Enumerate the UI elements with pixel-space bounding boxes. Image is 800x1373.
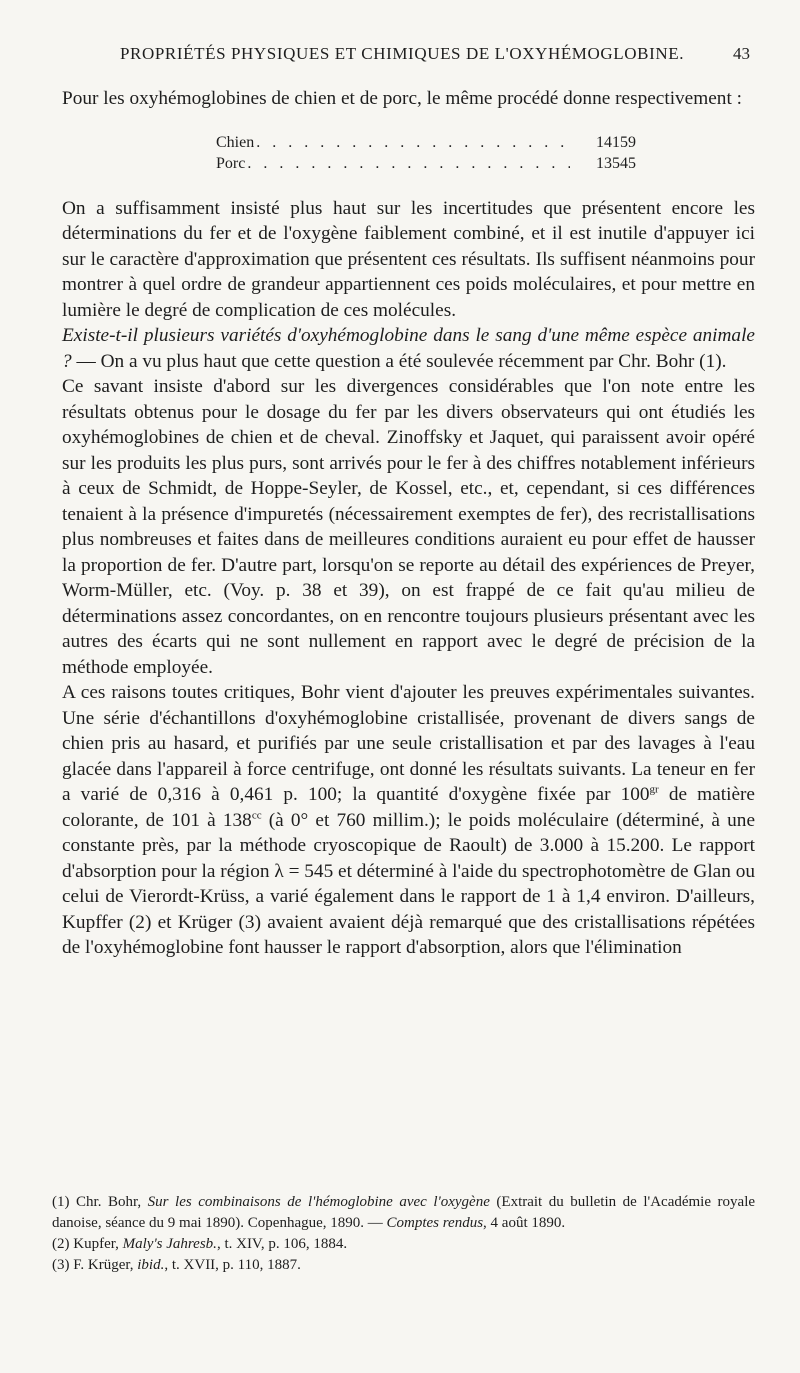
question-text: — On a vu plus haut que cette question a été soulevée récemment par Chr. Bohr (1).	[71, 350, 727, 372]
page-number: 43	[733, 44, 750, 63]
paragraph-incertitudes: On a suffisamment insisté plus haut sur les incertitudes que présentent encore les déterminations du fer et de l'oxygène faiblement combiné, et il est inutile d'appuyer ici sur le caractère d'approximation que présentent ces résultats. Ils suffisent néanmoins pour montrer à quel ordre de grandeur appartiennent ces poids moléculaires, et pour mettre en lumière le degré de complication de ces molécules.	[62, 197, 755, 321]
molecular-weight-table	[216, 132, 636, 174]
paragraph-preuves: A ces raisons toutes critiques, Bohr vient d'ajouter les preuves expérimentales suivantes. Une série d'échantillons d'oxyhémoglobine cristallisée, provenant de divers sangs de chien pris au hasard, et purifiés par une seule cristallisation et par des lavages à l'eau glacée dans l'appareil à force centrifuge, ont donné les résultats suivants. La teneur en fer a varié de 0,316 à 0,461 p. 100; la quantité d'oxygène fixée par $100^{gr}$ de matière colorante, de 101 à $138^{cc}$ (à 0° et 760 millim.); le poids moléculaire (déterminé, à une constante près, par la méthode cryoscopique de Raoult) de 3.000 à 15.200. Le rapport d'absorption pour la région λ = 545 et déterminé à l'aide du spectrophotomètre de Glan ou celui de Vierordt-Krüss, a varié également dans le rapport de 1 à 1,4 environ. D'ailleurs, Kupffer (2) et Krüger (3) avaient avaient déjà remarqué que des cristallisations répétées de l'oxyhémoglobine font hausser le rapport d'absorption, alors que l'élimination	[62, 682, 755, 958]
paragraph-divergences: Ce savant insiste d'abord sur les divergences considérables que l'on note entre les résultats obtenus pour le dosage du fer par les divers observateurs qui ont étudiés les oxyhémoglobines de chien et de cheval. Zinoffsky et Jaquet, qui paraissent avoir opéré sur les produits les plus purs, sont arrivés pour le fer à des chiffres notablement inférieurs à ceux de Schmidt, de Hoppe-Seyler, de Kossel, etc., et, cependant, si ces différences tenaient à la présence d'impuretés (nécessairement exemptes de fer), des recristallisations plus nombreuses et faites dans de meilleures conditions auraient eu pour effet de hausser la proportion de fer. D'autre part, lorsqu'on se reporte au détail des expériences de Preyer, Worm-Müller, etc. (Voy. p. 38 et 39), on est frappé de ce fait qu'au milieu de déterminations assez concordantes, on en rencontre toujours plusieurs présentant avec les autres des écarts qui ne sont nullement en rapport avec le degré de précision de la méthode employée.	[62, 376, 755, 678]
table-row	[216, 132, 636, 153]
intro-paragraph: Pour les oxyhémoglobines de chien et de porc, le même procédé donne respectivement :	[62, 88, 742, 109]
body-text	[62, 86, 755, 961]
table-value: 13545	[596, 154, 636, 172]
footnotes	[52, 1192, 755, 1276]
table-row	[216, 153, 636, 174]
footnote-3: (3) F. Krüger, ibid., t. XVII, p. 110, 1887.	[52, 1257, 301, 1273]
table-label: Porc	[216, 154, 246, 172]
footnote-1: (1) Chr. Bohr, Sur les combinaisons de l'hémoglobine avec l'oxygène (Extrait du bulletin de l'Académie royale danoise, séance du 9 mai 1890). Copenhague, 1890. — Comptes rendus, 4 août 1890.	[52, 1194, 756, 1231]
table-value: 14159	[596, 133, 636, 151]
question-heading: Existe-t-il plusieurs variétés d'oxyhémoglobine dans le sang d'une même espèce animale ?	[62, 325, 755, 372]
paragraph-question	[62, 323, 755, 374]
table-label: Chien	[216, 133, 255, 151]
running-title: PROPRIÉTÉS PHYSIQUES ET CHIMIQUES DE L'OXYHÉMOGLOBINE.	[120, 44, 685, 63]
footnote-2: (2) Kupfer, Maly's Jahresb., t. XIV, p. 106, 1884.	[52, 1236, 348, 1252]
